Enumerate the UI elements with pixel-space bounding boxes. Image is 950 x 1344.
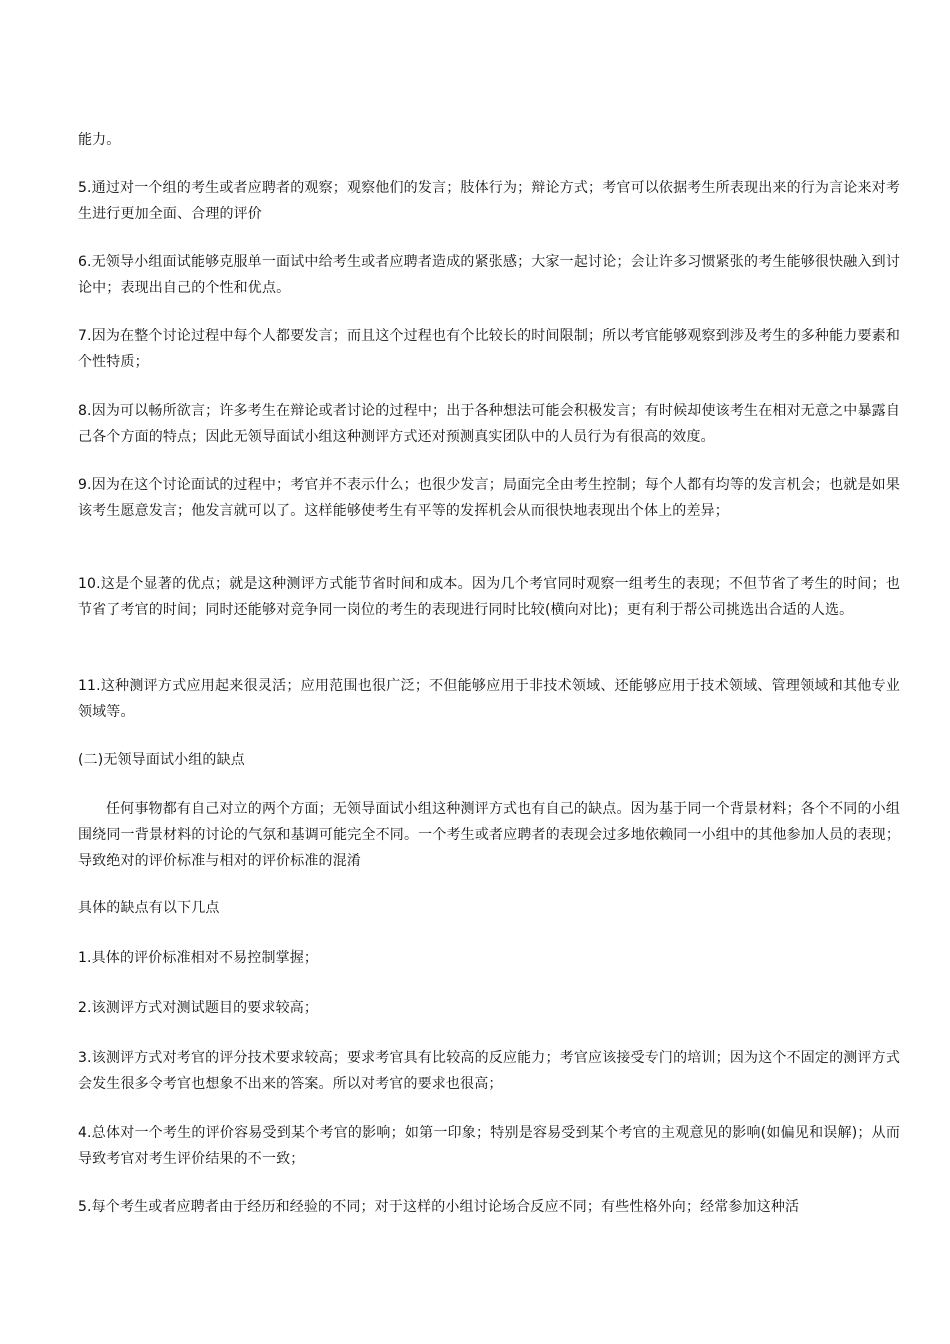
paragraph-advantage-11: 11.这种测评方式应用起来很灵活；应用范围也很广泛；不但能够应用于非技术领域、还能够应用于技术领域、管理领域和其他专业领域等。 <box>78 678 900 720</box>
paragraph-disadvantages-list-intro: 具体的缺点有以下几点 <box>78 900 220 916</box>
paragraph-continuation: 能力。 <box>78 132 121 148</box>
paragraph-advantage-6: 6.无领导小组面试能够克服单一面试中给考生或者应聘者造成的紧张感；大家一起讨论；会让许多习惯紧张的考生能够很快融入到讨论中；表现出自己的个性和优点。 <box>78 254 900 296</box>
paragraph-disadvantage-5: 5.每个考生或者应聘者由于经历和经验的不同；对于这样的小组讨论场合反应不同；有些性格外向；经常参加这种活 <box>78 1199 800 1215</box>
paragraph-disadvantage-2: 2.该测评方式对测试题目的要求较高； <box>78 1000 319 1016</box>
paragraph-advantage-5: 5.通过对一个组的考生或者应聘者的观察；观察他们的发言；肢体行为；辩论方式；考官可以依据考生所表现出来的行为言论来对考生进行更加全面、合理的评价 <box>78 180 900 222</box>
paragraph-disadvantage-3: 3.该测评方式对考官的评分技术要求较高；要求考官具有比较高的反应能力；考官应该接受专门的培训；因为这个不固定的测评方式会发生很多令考官也想象不出来的答案。所以对考官的要求也很高； <box>78 1050 900 1092</box>
paragraph-advantage-8: 8.因为可以畅所欲言；许多考生在辩论或者讨论的过程中；出于各种想法可能会积极发言；有时候却使该考生在相对无意之中暴露自己各个方面的特点；因此无领导面试小组这种测评方式还对预测真实团队中的人员行为有很高的效度。 <box>78 403 900 445</box>
paragraph-disadvantages-intro: 任何事物都有自己对立的两个方面；无领导面试小组这种测评方式也有自己的缺点。因为基于同一个背景材料；各个不同的小组围绕同一背景材料的讨论的气氛和基调可能完全不同。一个考生或者应聘者的表现会过多地依赖同一小组中的其他参加人员的表现；导致绝对的评价标准与相对的评价标准的混淆 <box>78 801 900 869</box>
paragraph-disadvantage-1: 1.具体的评价标准相对不易控制掌握； <box>78 950 319 966</box>
paragraph-advantage-10: 10.这是个显著的优点；就是这种测评方式能节省时间和成本。因为几个考官同时观察一组考生的表现；不但节省了考生的时间；也节省了考官的时间；同时还能够对竞争同一岗位的考生的表现进行同时比较(横向对比)；更有利于帮公司挑选出合适的人选。 <box>78 576 900 618</box>
section-heading-disadvantages: (二)无领导面试小组的缺点 <box>78 752 245 768</box>
paragraph-advantage-7: 7.因为在整个讨论过程中每个人都要发言；而且这个过程也有个比较长的时间限制；所以考官能够观察到涉及考生的多种能力要素和个性特质； <box>78 328 900 370</box>
paragraph-advantage-9: 9.因为在这个讨论面试的过程中；考官并不表示什么；也很少发言；局面完全由考生控制；每个人都有均等的发言机会；也就是如果该考生愿意发言；他发言就可以了。这样能够使考生有平等的发挥机会从而很快地表现出个体上的差异； <box>78 477 900 519</box>
paragraph-disadvantage-4: 4.总体对一个考生的评价容易受到某个考官的影响；如第一印象；特别是容易受到某个考官的主观意见的影响(如偏见和误解)；从而导致考官对考生评价结果的不一致； <box>78 1125 900 1167</box>
